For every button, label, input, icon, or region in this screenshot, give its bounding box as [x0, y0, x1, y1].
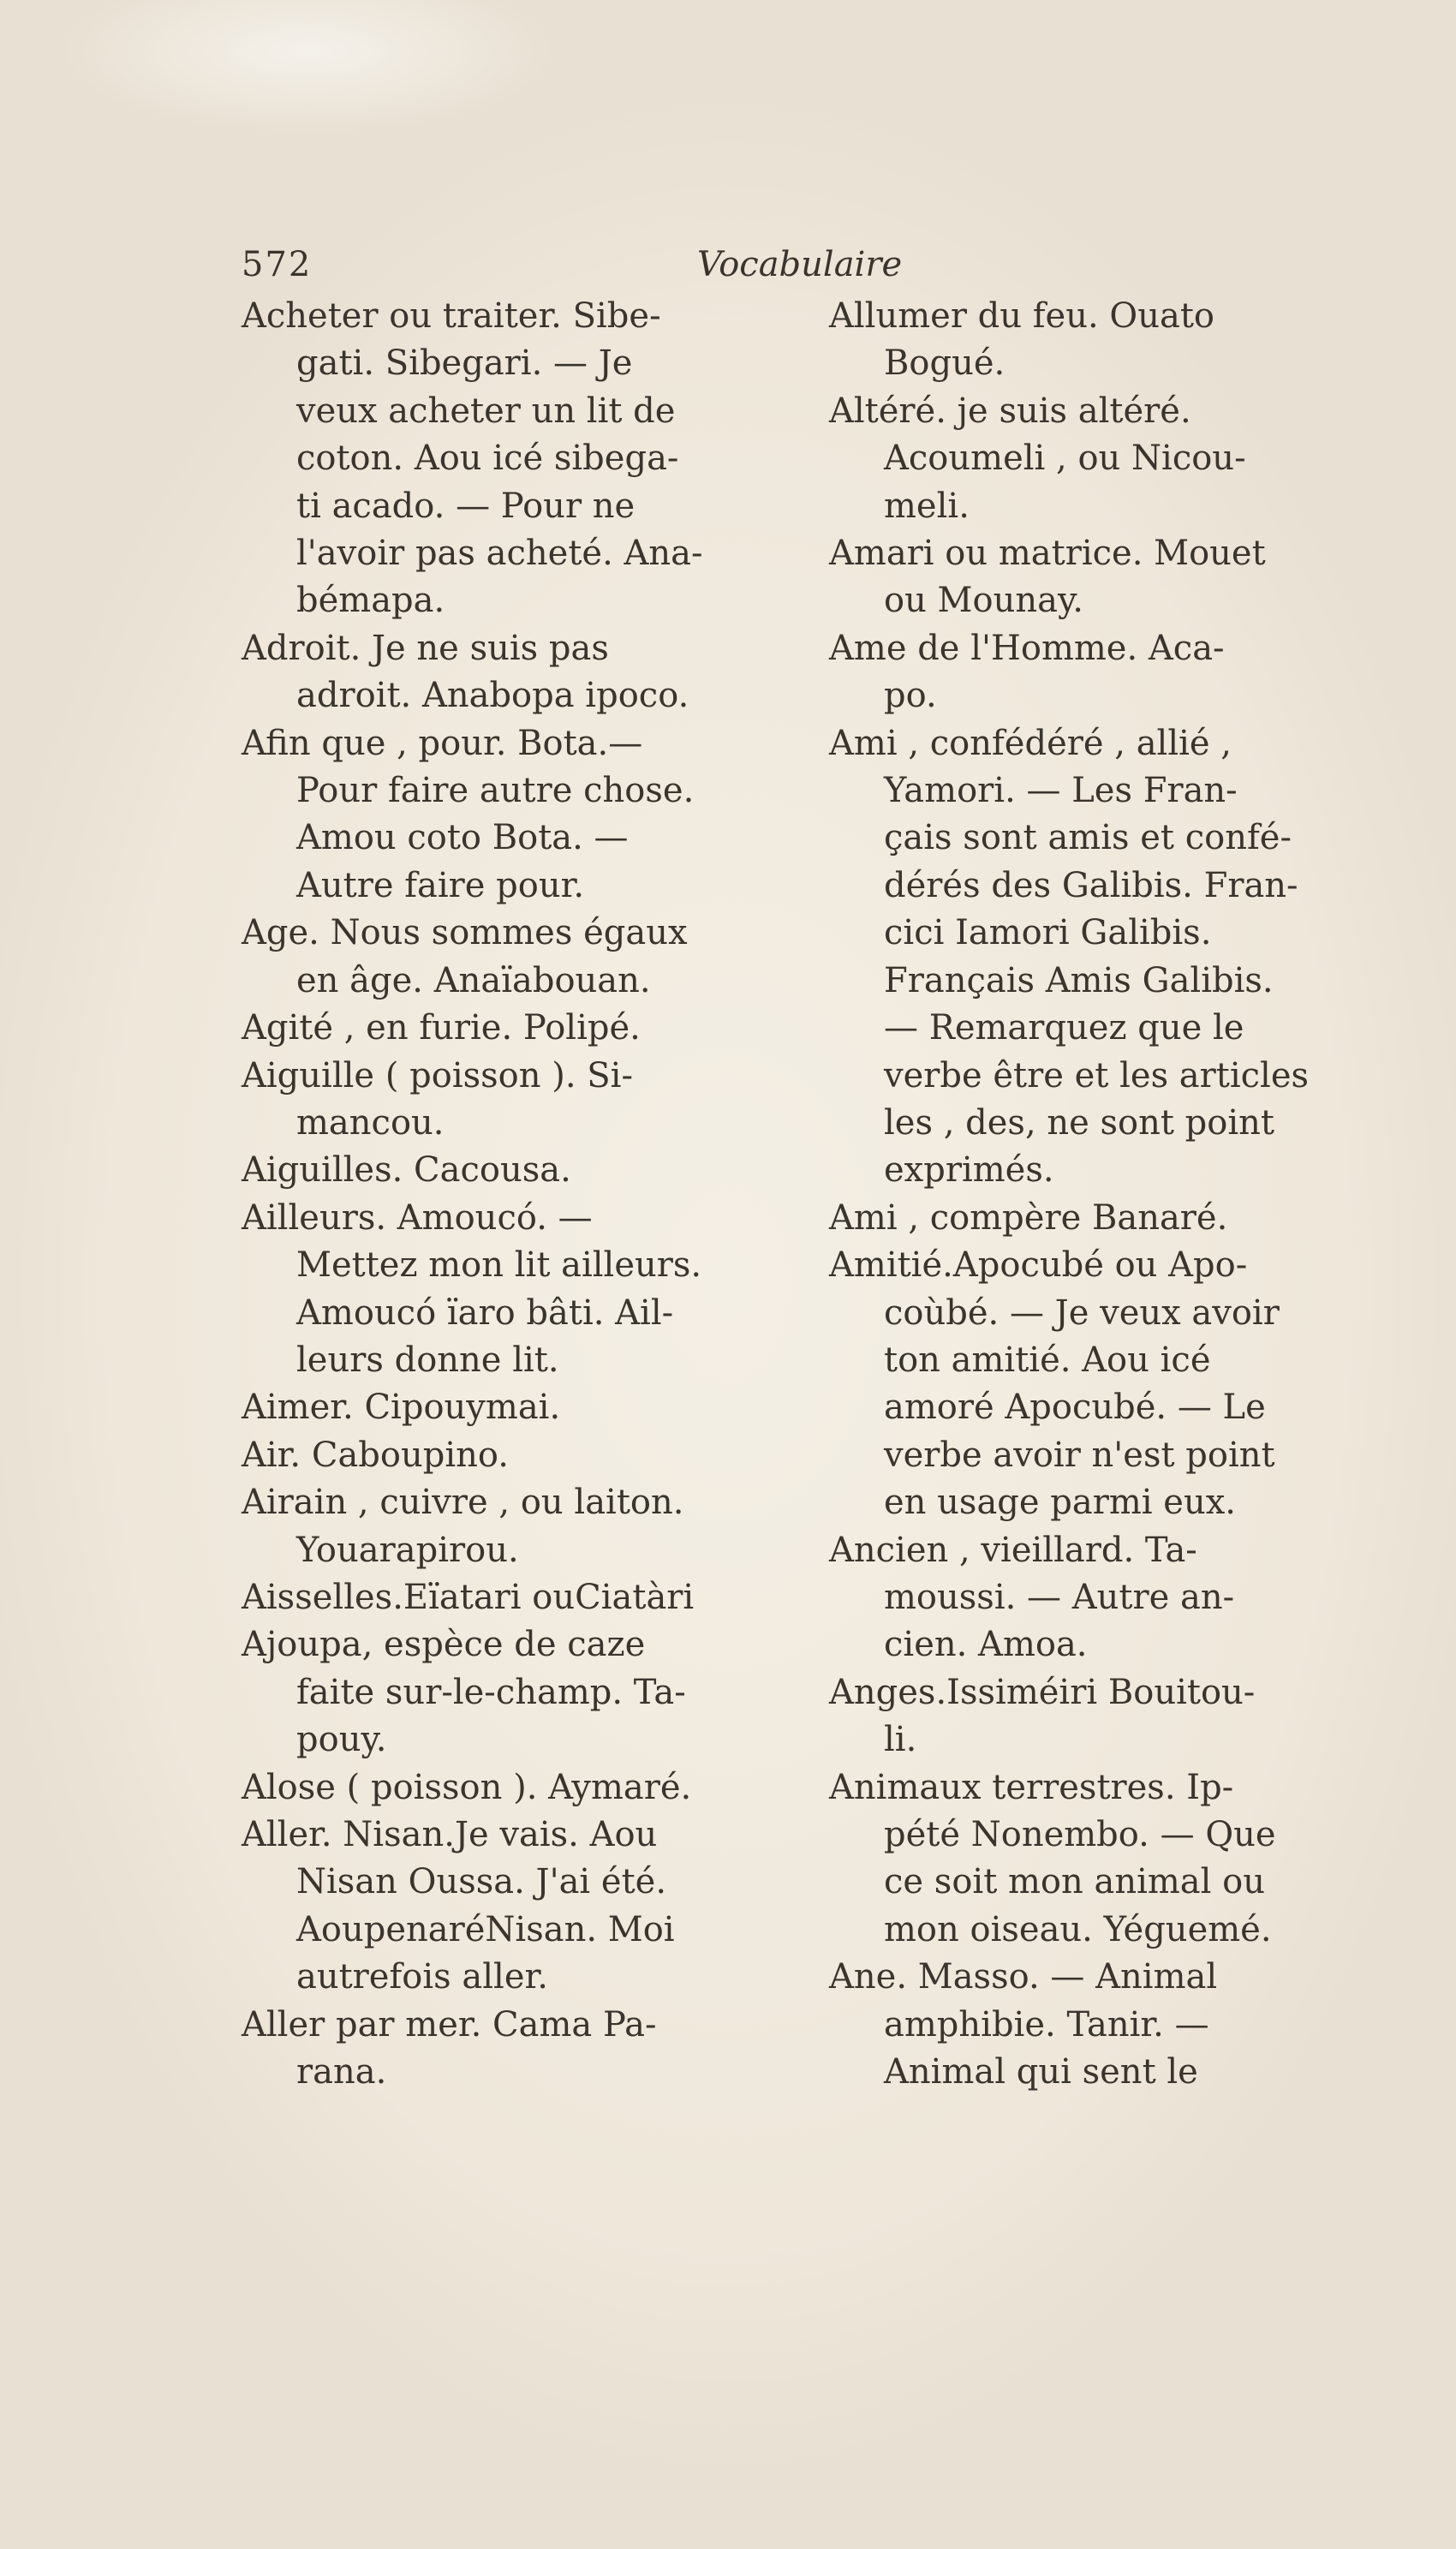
entry-line: adroit. Anabopa ipoco. — [296, 676, 689, 716]
entry-line: bémapa. — [296, 581, 445, 621]
entry-line: les , des, ne sont point — [884, 1102, 1274, 1143]
entry-line: çais sont amis et confé- — [884, 818, 1292, 858]
entry-line: Aller. Nisan.Je vais. Aou — [242, 1815, 658, 1854]
vocabulary-entry — [829, 1764, 1377, 1955]
entry-line: cien. Amoa. — [884, 1625, 1088, 1665]
entry-line: Ame de l'Homme. Aca- — [829, 628, 1225, 668]
entry-line: Anges.Issiméiri Bouitou- — [829, 1672, 1256, 1712]
vocabulary-entry — [829, 1195, 1377, 1242]
entry-line: en âge. Anaïabouan. — [296, 960, 651, 1000]
vocabulary-entry — [829, 388, 1377, 530]
entry-line: Amitié.Apocubé ou Apo- — [829, 1245, 1248, 1286]
entry-line: Aller par mer. Cama Pa- — [242, 2004, 657, 2045]
entry-line: leurs donne lit. — [296, 1340, 559, 1380]
entry-line: faite sur-le-champ. Ta- — [296, 1672, 686, 1712]
vocabulary-entry — [829, 1242, 1377, 1526]
entry-line: l'avoir pas acheté. Ana- — [296, 534, 703, 574]
entry-line: Amari ou matrice. Mouet — [829, 534, 1266, 574]
vocabulary-entry — [242, 1053, 790, 1148]
vocabulary-entry — [829, 293, 1377, 388]
entry-line: amoré Apocubé. — Le — [884, 1388, 1266, 1428]
vocabulary-entry — [242, 1432, 790, 1479]
entry-line: Pour faire autre chose. — [296, 771, 695, 811]
entry-line: cici Iamori Galibis. — [884, 913, 1212, 953]
vocabulary-entry — [242, 1005, 790, 1052]
vocabulary-entry — [242, 1195, 790, 1385]
vocabulary-entry — [829, 1954, 1377, 2096]
entry-line: gati. Sibegari. — Je — [296, 343, 633, 384]
vocabulary-entry — [242, 1574, 790, 1621]
entry-line: Ane. Masso. — Animal — [829, 1957, 1218, 1997]
entry-line: Ajoupa, espèce de caze — [242, 1625, 646, 1665]
vocabulary-entry — [829, 720, 1377, 1195]
entry-line: meli. — [884, 486, 970, 526]
entry-line: moussi. — Autre an- — [884, 1577, 1235, 1617]
entry-line: veux acheter un lit de — [296, 391, 676, 431]
entry-line: Yamori. — Les Fran- — [884, 771, 1238, 811]
entry-line: Bogué. — [884, 343, 1005, 384]
entry-line: Français Amis Galibis. — [884, 960, 1274, 1000]
entry-line: mancou. — [296, 1102, 445, 1143]
entry-line: ti acado. — Pour ne — [296, 486, 636, 526]
entry-line: Autre faire pour. — [296, 865, 585, 905]
entry-line: po. — [884, 676, 937, 716]
entry-line: Acheter ou traiter. Sibe- — [242, 296, 661, 336]
entry-line: verbe avoir n'est point — [884, 1435, 1275, 1475]
entry-line: Agité , en furie. Polipé. — [242, 1008, 641, 1048]
entry-line: Youarapirou. — [296, 1530, 519, 1570]
entry-line: Aisselles.Eïatari ouCiatàri — [242, 1577, 695, 1617]
entry-line: AoupenaréNisan. Moi — [296, 1909, 675, 1949]
entry-line: amphibie. Tanir. — — [884, 2004, 1209, 2045]
vocabulary-entry — [829, 1669, 1377, 1764]
entry-line: Amou coto Bota. — — [296, 818, 629, 858]
vocabulary-entry — [829, 625, 1377, 720]
vocabulary-entry — [829, 1527, 1377, 1669]
entry-line: en usage parmi eux. — [884, 1483, 1236, 1523]
entry-line: Aiguilles. Cacousa. — [242, 1150, 571, 1191]
vocabulary-entry — [242, 1384, 790, 1431]
entry-line: mon oiseau. Yéguemé. — [884, 1909, 1272, 1949]
left-column — [242, 293, 790, 2096]
vocabulary-entry — [242, 910, 790, 1005]
entry-line: coton. Aou icé sibega- — [296, 439, 679, 479]
entry-line: Allumer du feu. Ouato — [829, 296, 1214, 336]
entry-line: Air. Caboupino. — [242, 1435, 509, 1475]
entry-line: Animaux terrestres. Ip- — [829, 1767, 1234, 1807]
entry-line: ce soit mon animal ou — [884, 1862, 1265, 1902]
entry-line: Age. Nous sommes égaux — [242, 913, 688, 953]
entry-line: rana. — [296, 2052, 387, 2092]
entry-line: Mettez mon lit ailleurs. — [296, 1245, 702, 1286]
entry-line: coùbé. — Je veux avoir — [884, 1292, 1280, 1333]
entry-line: pété Nonembo. — Que — [884, 1815, 1276, 1854]
right-column — [829, 293, 1377, 2096]
vocabulary-entry — [242, 1812, 790, 2002]
vocabulary-entry — [242, 625, 790, 720]
entry-line: verbe être et les articles — [884, 1055, 1310, 1095]
vocabulary-entry — [242, 1147, 790, 1194]
entry-line: li. — [884, 1720, 917, 1760]
running-head: Vocabulaire — [697, 245, 903, 284]
entry-line: Ami , compère Banaré. — [829, 1197, 1228, 1238]
entry-line: ton amitié. Aou icé — [884, 1340, 1211, 1380]
entry-line: Amoucó ïaro bâti. Ail- — [296, 1292, 674, 1333]
entry-line: dérés des Galibis. Fran- — [884, 865, 1298, 905]
entry-line: Airain , cuivre , ou laiton. — [242, 1483, 684, 1523]
entry-line: Altéré. je suis altéré. — [829, 391, 1191, 431]
vocabulary-entry — [242, 1764, 790, 1812]
entry-line: Ailleurs. Amoucó. — — [242, 1197, 593, 1238]
entry-line: Acoumeli , ou Nicou- — [884, 439, 1246, 479]
vocabulary-entry — [242, 1479, 790, 1574]
page-number: 572 — [242, 245, 313, 284]
entry-line: autrefois aller. — [296, 1957, 548, 1997]
entry-line: ou Mounay. — [884, 581, 1083, 621]
entry-line: Animal qui sent le — [884, 2052, 1198, 2092]
entry-line: Aiguille ( poisson ). Si- — [242, 1055, 633, 1095]
entry-line: Alose ( poisson ). Aymaré. — [242, 1767, 692, 1807]
vocabulary-entry — [242, 2002, 790, 2097]
entry-line: — Remarquez que le — [884, 1008, 1244, 1048]
entry-line: Ami , confédéré , allié , — [829, 723, 1232, 763]
entry-line: Afin que , pour. Bota.— — [242, 723, 643, 763]
page-header — [242, 245, 1355, 288]
entry-line: Ancien , vieillard. Ta- — [829, 1530, 1197, 1570]
entry-line: Aimer. Cipouymai. — [242, 1388, 561, 1428]
vocabulary-entry — [242, 1621, 790, 1764]
vocabulary-entry — [829, 530, 1377, 625]
vocabulary-entry — [242, 293, 790, 625]
entry-line: exprimés. — [884, 1150, 1054, 1191]
vocabulary-entry — [242, 720, 790, 910]
entry-line: Nisan Oussa. J'ai été. — [296, 1862, 667, 1902]
entry-line: Adroit. Je ne suis pas — [242, 628, 609, 668]
entry-line: pouy. — [296, 1720, 387, 1760]
